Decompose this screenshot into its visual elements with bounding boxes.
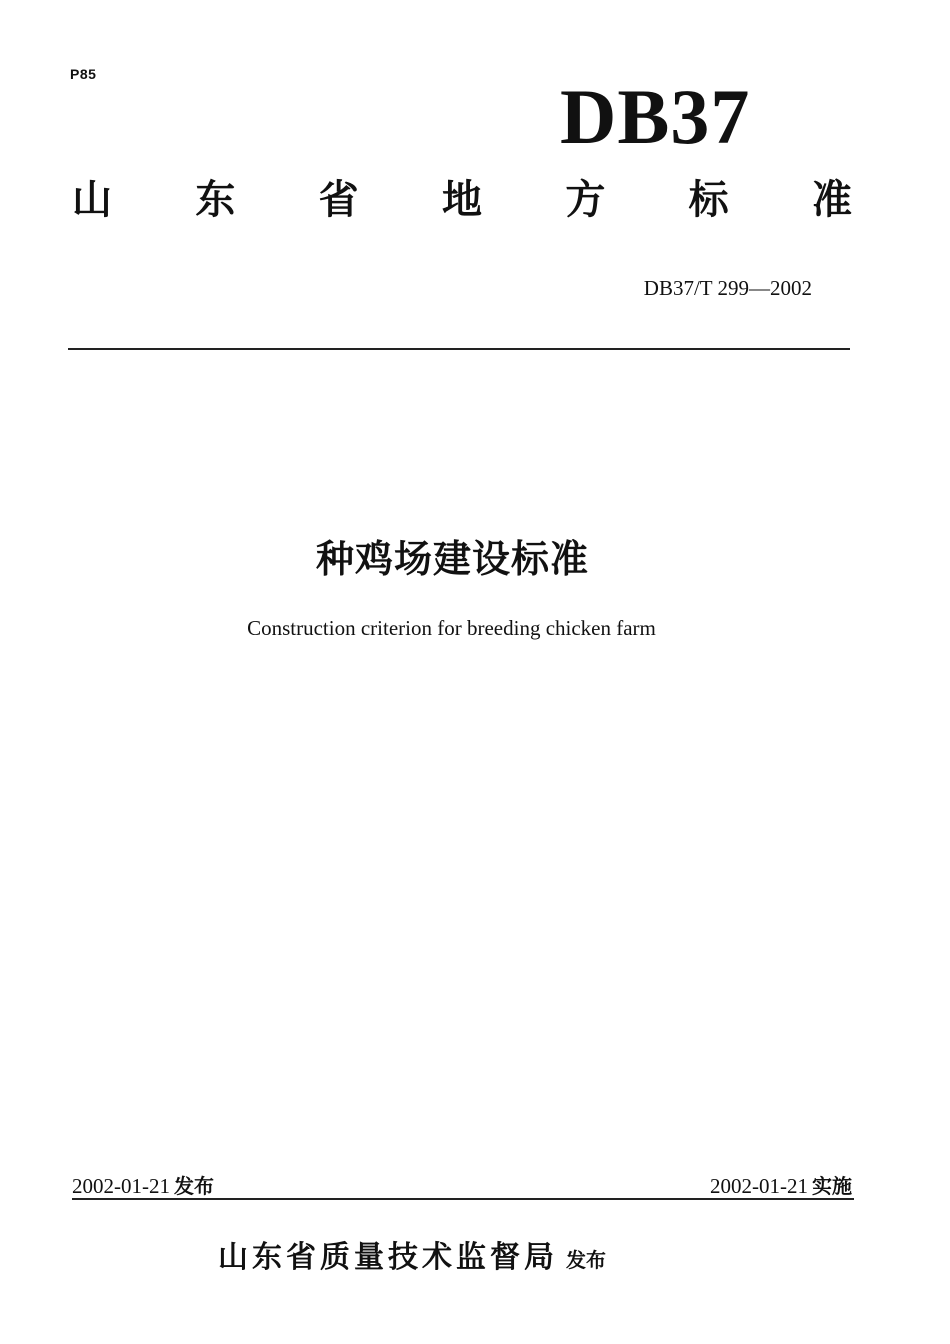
issuer-line <box>218 1232 718 1276</box>
implement-date-block <box>710 1170 852 1199</box>
document-title-english: Construction criterion for breeding chicken farm <box>247 616 656 640</box>
issuing-authority: 山东省质量技术监督局 <box>218 1240 558 1275</box>
standard-type-char: 省 <box>318 177 359 223</box>
standard-type-char: 准 <box>811 177 852 223</box>
publish-date: 2002-01-21 <box>72 1174 170 1198</box>
issuer-action: 发布 <box>566 1248 606 1272</box>
implement-date: 2002-01-21 <box>710 1174 808 1198</box>
publish-label: 发布 <box>174 1174 214 1198</box>
standard-type-char: 标 <box>688 177 729 223</box>
standard-type-char: 山 <box>72 177 112 223</box>
header-divider <box>68 348 850 350</box>
standard-type-char: 东 <box>195 177 236 223</box>
publish-date-block <box>72 1170 214 1199</box>
dates-row <box>72 1170 852 1199</box>
classification-code: P85 <box>70 66 97 82</box>
standard-number: DB37/T 299—2002 <box>643 276 812 300</box>
standard-type-char: 地 <box>441 177 482 223</box>
document-title-chinese: 种鸡场建设标准 <box>315 537 589 581</box>
standard-type-heading <box>70 172 854 228</box>
implement-label: 实施 <box>812 1174 852 1198</box>
standard-type-char: 方 <box>565 177 606 223</box>
standard-code-logo: DB37 <box>560 73 751 160</box>
footer-divider <box>72 1198 854 1200</box>
